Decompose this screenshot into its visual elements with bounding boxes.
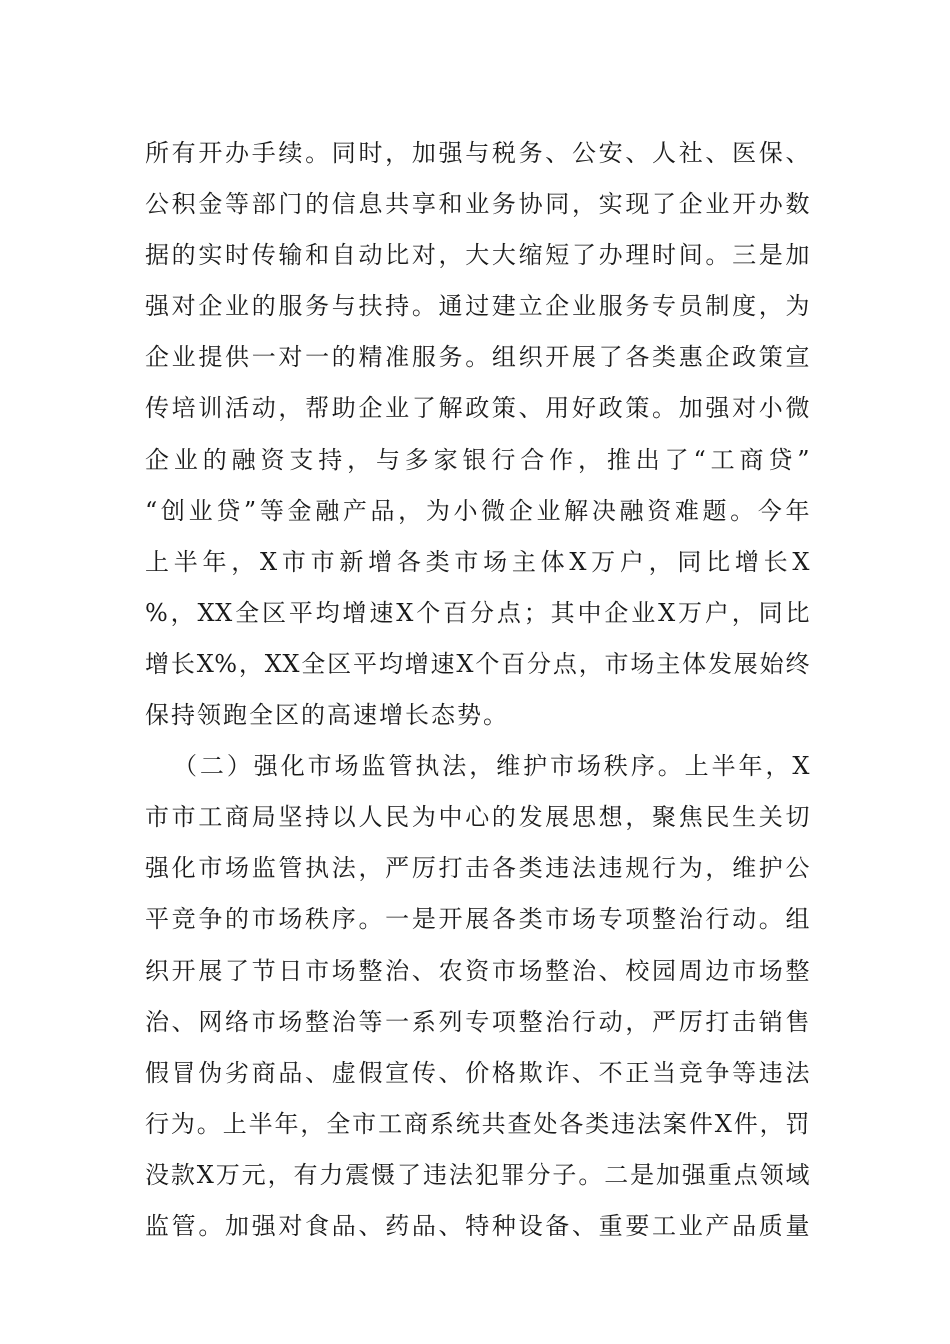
text-line: 监管。加强对食品、药品、特种设备、重要工业产品质量 <box>145 1211 810 1240</box>
text-line: 行为。上半年，全市工商系统共查处各类违法案件X件，罚 <box>145 1109 810 1138</box>
text-line: “创业贷”等金融产品，为小微企业解决融资难题。今年 <box>145 496 810 525</box>
text-line: 企业的融资支持，与多家银行合作，推出了“工商贷” <box>145 445 810 474</box>
text-line: 上半年，X市市新增各类市场主体X万户，同比增长X <box>145 547 810 576</box>
body-text <box>145 128 810 1252</box>
text-line: 增长X%，XX全区平均增速X个百分点，市场主体发展始终 <box>145 649 810 678</box>
text-line: 没款X万元，有力震慑了违法犯罪分子。二是加强重点领域 <box>145 1160 810 1189</box>
text-line: 平竞争的市场秩序。一是开展各类市场专项整治行动。组 <box>145 905 810 934</box>
text-line: 强对企业的服务与扶持。通过建立企业服务专员制度，为 <box>145 292 810 321</box>
text-line: 企业提供一对一的精准服务。组织开展了各类惠企政策宣 <box>145 343 810 372</box>
section-heading-line: （二）强化市场监管执法，维护市场秩序。上半年，X <box>173 752 810 781</box>
text-line: %，XX全区平均增速X个百分点；其中企业X万户，同比 <box>145 598 810 627</box>
text-line: 据的实时传输和自动比对，大大缩短了办理时间。三是加 <box>145 241 810 270</box>
text-line: 强化市场监管执法，严厉打击各类违法违规行为，维护公 <box>145 854 810 883</box>
text-line: 织开展了节日市场整治、农资市场整治、校园周边市场整 <box>145 956 810 985</box>
text-line: 传培训活动，帮助企业了解政策、用好政策。加强对小微 <box>145 394 810 423</box>
text-line: 所有开办手续。同时，加强与税务、公安、人社、医保、 <box>145 139 810 167</box>
paragraph-end-line: 保持领跑全区的高速增长态势。 <box>145 701 509 730</box>
text-line: 治、网络市场整治等一系列专项整治行动，严厉打击销售 <box>145 1007 810 1036</box>
text-line: 假冒伪劣商品、虚假宣传、价格欺诈、不正当竞争等违法 <box>145 1058 810 1087</box>
text-line: 市市工商局坚持以人民为中心的发展思想，聚焦民生关切 <box>145 803 810 832</box>
text-line: 公积金等部门的信息共享和业务协同，实现了企业开办数 <box>145 190 810 219</box>
